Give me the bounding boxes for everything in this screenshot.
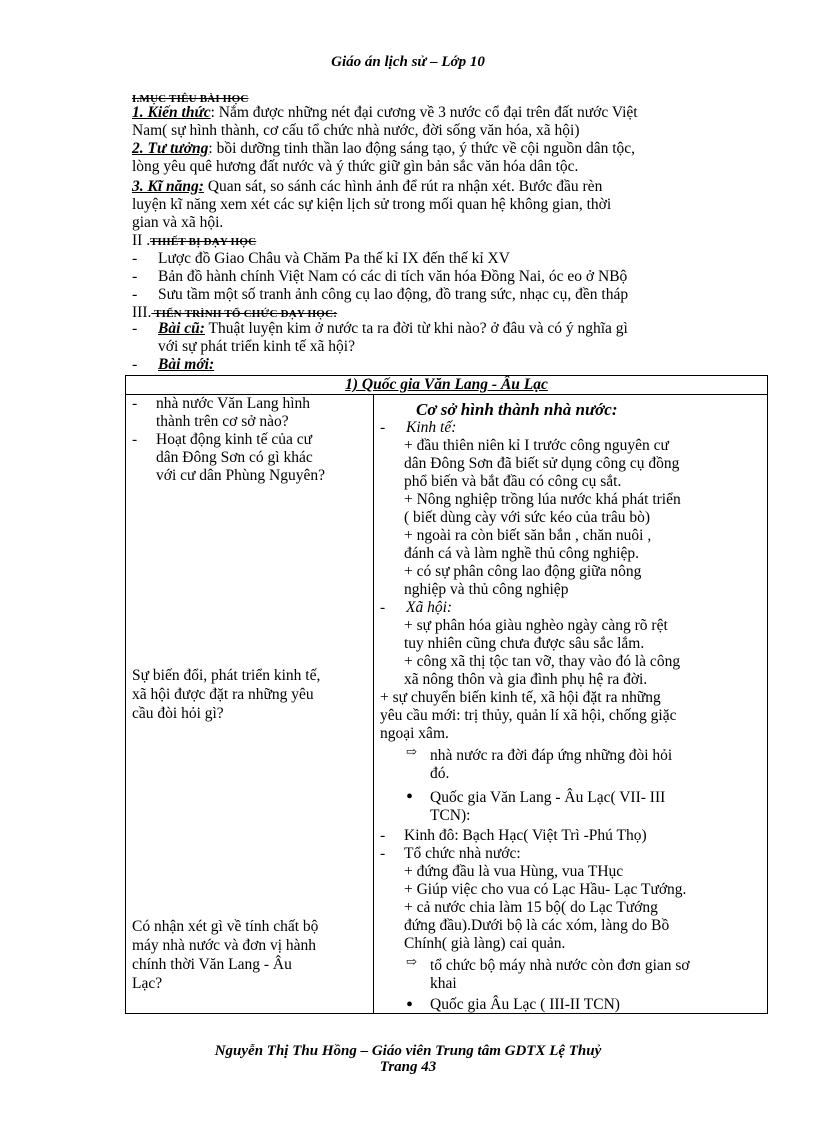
society-point: tuy nhiên cũng chưa được sâu sắc lắm. — [404, 635, 645, 652]
economy-point: + đầu thiên niên kỉ I trước công nguyên cư — [404, 437, 669, 454]
state-heading: Quốc gia Văn Lang - Âu Lạc( VII- III — [430, 789, 666, 806]
conclusion-line: nhà nước ra đời đáp ứng những đòi hỏi — [430, 747, 673, 764]
organization-point: + đứng đầu là vua Hùng, vua THục — [404, 863, 624, 880]
knowledge-line-1: 1. Kiến thức: Nắm được những nét đại cương về 3 nước cổ đại trên đất nước Việt — [132, 104, 638, 121]
knowledge-label: 1. Kiến thức — [132, 104, 211, 121]
dash-marker: - — [132, 286, 138, 303]
question-2-line-2: dân Đông Sơn có gì khác — [156, 449, 313, 466]
conclusion-line: tổ chức bộ máy nhà nước còn đơn gian sơ — [430, 957, 690, 974]
organization-point: + cả nước chia làm 15 bộ( do Lạc Tướng — [404, 899, 658, 916]
bullet-dot-icon: • — [406, 994, 414, 1016]
dash-marker: - — [132, 431, 138, 448]
question-4-line-1: Có nhận xét gì về tính chất bộ — [132, 918, 319, 935]
section-3-title: III. TIẾN TRÌNH TỔ CHỨC DẠY HỌC: — [132, 304, 338, 321]
organization-point: đứng đầu).Dưới bộ là các xóm, làng do Bồ — [404, 917, 670, 934]
society-point: yêu cầu mới: trị thủy, quản lí xã hội, chống giặc — [380, 707, 677, 724]
dash-marker: - — [380, 845, 386, 862]
basis-heading: Cơ sở hình thành nhà nước: — [416, 400, 618, 419]
society-point: ngoại xâm. — [380, 725, 449, 742]
society-point: xã nông thôn và gia đình phụ hệ ra đời. — [404, 671, 648, 688]
economy-point: đánh cá và làm nghề thủ công nghiệp. — [404, 545, 640, 562]
economy-point: + Nông nghiệp trồng lúa nước khá phát triển — [404, 491, 681, 508]
question-3-line-2: xã hội được đặt ra những yêu — [132, 686, 314, 703]
section-2-title: II .THIẾT BỊ DẠY HỌC — [132, 232, 257, 249]
question-3-line-3: cầu đòi hỏi gì? — [132, 705, 224, 722]
economy-label: Kinh tế: — [406, 419, 457, 436]
question-4-line-4: Lạc? — [132, 975, 163, 992]
question-1-line-1: nhà nước Văn Lang hình — [156, 395, 311, 412]
dash-marker: - — [380, 599, 386, 616]
thought-label: 2. Tư tưởng — [132, 140, 209, 157]
skill-line-1: 3. Kĩ năng: Quan sát, so sánh các hình ảnh để rút ra nhận xét. Bước đầu rèn — [132, 178, 603, 195]
state-heading: Quốc gia Âu Lạc ( III-II TCN) — [430, 996, 620, 1013]
skill-label: 3. Kĩ năng: — [132, 178, 204, 195]
dash-marker: - — [380, 419, 386, 436]
conclusion-line: đó. — [430, 765, 450, 782]
question-1-line-2: thành trên cơ sở nào? — [156, 413, 289, 430]
old-lesson-line-2: với sự phát triển kinh tế xã hội? — [158, 338, 355, 355]
economy-point: nghiệp và thủ công nghiệp — [404, 581, 569, 598]
arrow-right-icon: ⇨ — [406, 744, 417, 759]
society-point: + sự chuyển biến kinh tế, xã hội đặt ra những — [380, 689, 661, 706]
thought-line-2: lòng yêu quê hương đất nước và ý thức giữ gìn bản sắc văn hóa dân tộc. — [132, 158, 579, 175]
society-point: + sự phân hóa giàu nghèo ngày càng rõ rệt — [404, 617, 668, 634]
dash-marker: - — [132, 250, 138, 267]
society-point: + công xã thị tộc tan vỡ, thay vào đó là công — [404, 653, 681, 670]
bullet-dot-icon: • — [406, 786, 414, 808]
page-header: Giáo án lịch sử – Lớp 10 — [331, 54, 485, 70]
question-4-line-2: máy nhà nước và đơn vị hành — [132, 937, 317, 954]
question-3-line-1: Sự biến đổi, phát triển kinh tế, — [132, 667, 321, 684]
economy-point: ( biết dùng cày với sức kéo của trâu bò) — [404, 509, 651, 526]
footer-author: Nguyễn Thị Thu Hồng – Giáo viên Trung tâm GDTX Lệ Thuỷ — [214, 1043, 602, 1059]
section-1-title: I.MỤC TIÊU BÀI HỌC — [132, 93, 249, 105]
column-divider — [373, 395, 374, 1013]
equipment-item: Sưu tầm một số tranh ảnh công cụ lao động, đồ trang sức, nhạc cụ, đền tháp — [158, 286, 629, 303]
dash-marker: - — [132, 395, 138, 412]
skill-line-3: gian và xã hội. — [132, 214, 224, 231]
old-lesson-label: Bài cũ: — [158, 320, 205, 337]
arrow-right-icon: ⇨ — [406, 954, 417, 969]
table-title: 1) Quốc gia Văn Lang - Âu Lạc — [126, 376, 767, 395]
economy-point: + ngoài ra còn biết săn bắn , chăn nuôi , — [404, 527, 652, 544]
old-lesson-line-1: Bài cũ: Thuật luyện kim ở nước ta ra đời từ khi nào? ở đâu và có ý nghĩa gì — [158, 320, 628, 337]
dash-marker: - — [132, 268, 138, 285]
economy-point: dân Đông Sơn đã biết sử dụng công cụ đồng — [404, 455, 680, 472]
society-label: Xã hội: — [406, 599, 453, 616]
dash-marker: - — [132, 356, 138, 373]
skill-line-2: luyện kĩ năng xem xét các sự kiện lịch sử trong mối quan hệ không gian, thời — [132, 196, 612, 213]
question-2-line-3: với cư dân Phùng Nguyên? — [156, 467, 325, 484]
dash-marker: - — [132, 320, 138, 337]
dash-marker: - — [380, 827, 386, 844]
question-4-line-3: chính thời Văn Lang - Âu — [132, 956, 292, 973]
organization-label: Tổ chức nhà nước: — [404, 845, 521, 862]
organization-point: Chính( già làng) cai quản. — [404, 935, 566, 952]
thought-line-1: 2. Tư tưởng: bồi dưỡng tinh thần lao động sáng tạo, ý thức về cội nguồn dân tộc, — [132, 140, 636, 157]
capital-line: Kinh đô: Bạch Hạc( Việt Trì -Phú Thọ) — [404, 827, 647, 844]
economy-point: + có sự phân công lao động giữa nông — [404, 563, 642, 580]
footer-page-number: Trang 43 — [379, 1059, 437, 1075]
organization-point: + Giúp việc cho vua có Lạc Hầu- Lạc Tướng. — [404, 881, 687, 898]
equipment-item: Lược đồ Giao Châu và Chăm Pa thế kỉ IX đến thế kỉ XV — [158, 250, 510, 267]
equipment-item: Bản đồ hành chính Việt Nam có các di tích văn hóa Đồng Nai, óc eo ở NBộ — [158, 268, 628, 285]
lesson-table — [125, 375, 768, 1014]
knowledge-line-2: Nam( sự hình thành, cơ cấu tổ chức nhà nước, đời sống văn hóa, xã hội) — [132, 122, 580, 139]
new-lesson-label: Bài mới: — [158, 356, 215, 373]
conclusion-line: khai — [430, 975, 457, 992]
state-heading: TCN): — [430, 807, 471, 824]
question-2-line-1: Hoạt động kinh tế của cư — [156, 431, 313, 448]
economy-point: phổ biến và bắt đầu có công cụ sắt. — [404, 473, 622, 490]
